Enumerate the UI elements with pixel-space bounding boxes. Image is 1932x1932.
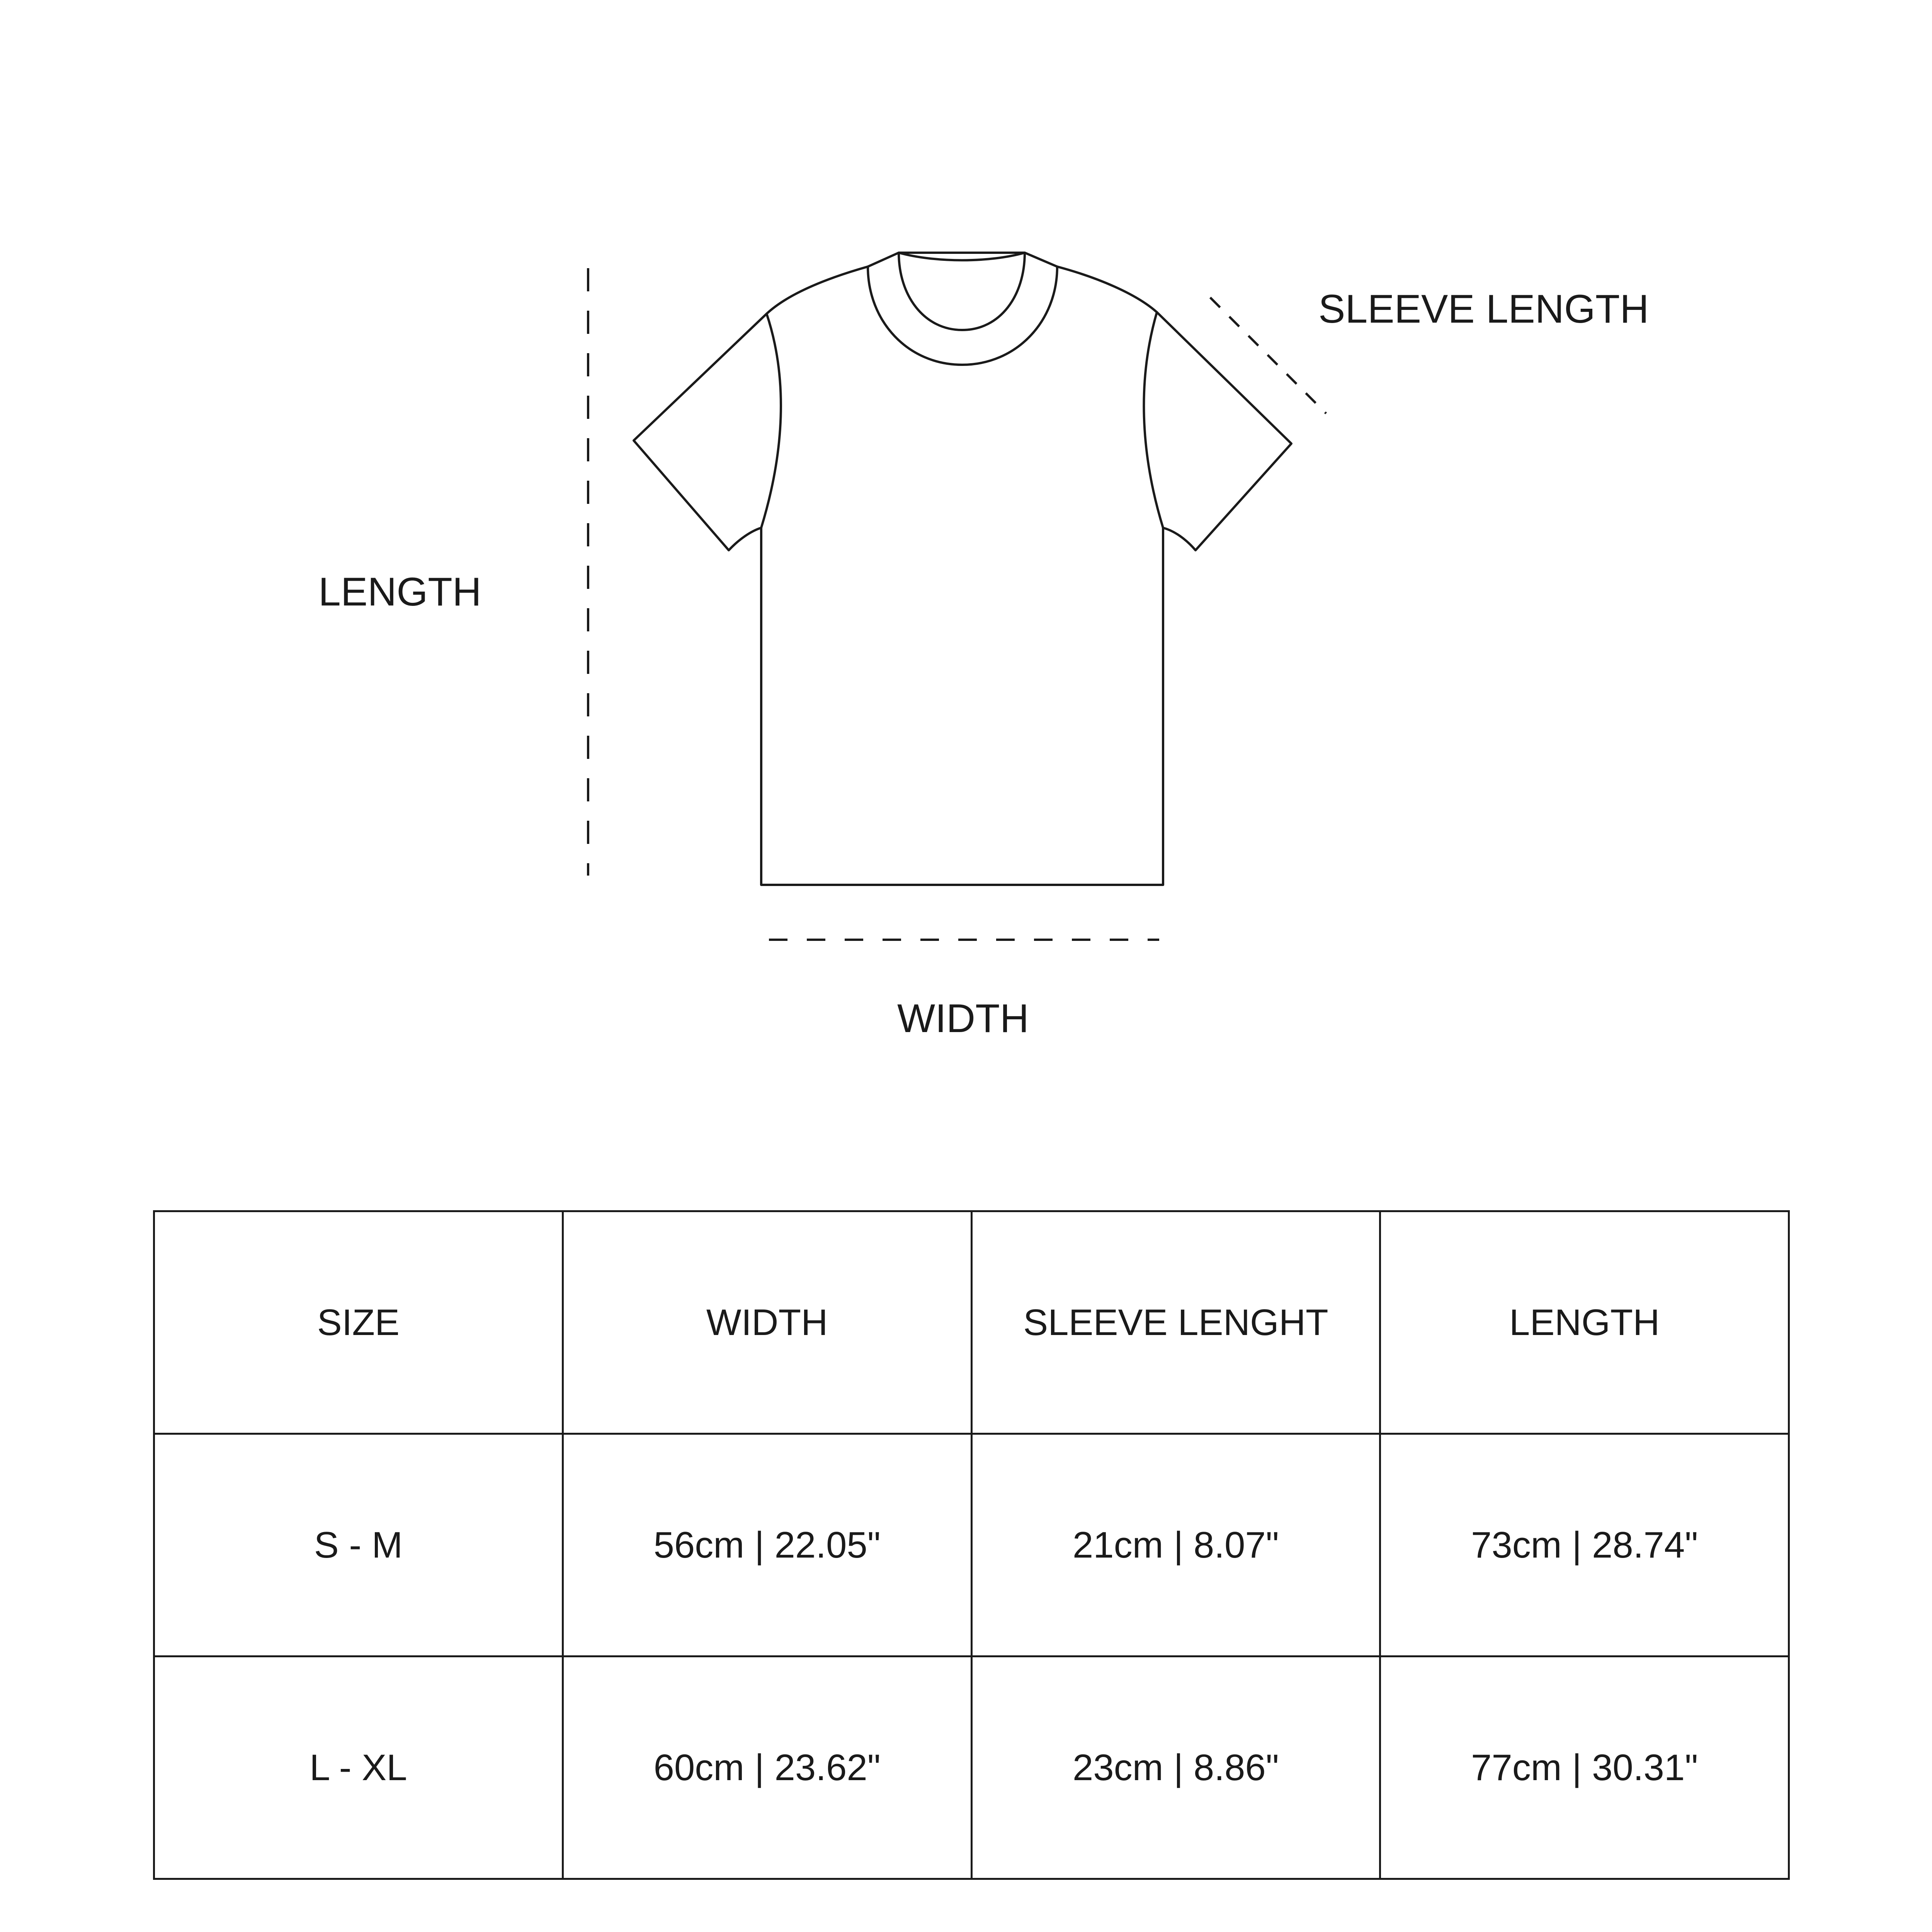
size-chart-table (153, 1210, 1790, 1880)
cell-width: 60cm | 23.62" (563, 1656, 971, 1879)
table-row (154, 1656, 1789, 1879)
header-length: LENGTH (1380, 1211, 1789, 1434)
cell-length: 73cm | 28.74" (1380, 1434, 1789, 1656)
collar-inner (899, 253, 1025, 330)
tshirt-outline (634, 253, 1291, 885)
collar-outer (868, 267, 1057, 365)
length-label: LENGTH (318, 570, 481, 614)
width-label: WIDTH (897, 996, 1029, 1041)
sleeve-length-guide-line (1210, 298, 1326, 413)
sleeve-length-label: SLEEVE LENGTH (1318, 287, 1649, 332)
cell-sleeve-length: 23cm | 8.86" (971, 1656, 1380, 1879)
left-armhole-seam (761, 314, 781, 528)
cell-size: L - XL (154, 1656, 563, 1879)
cell-size: S - M (154, 1434, 563, 1656)
header-sleeve-length: SLEEVE LENGHT (971, 1211, 1380, 1434)
cell-sleeve-length: 21cm | 8.07" (971, 1434, 1380, 1656)
cell-width: 56cm | 22.05" (563, 1434, 971, 1656)
right-armhole-seam (1144, 312, 1163, 528)
cell-length: 77cm | 30.31" (1380, 1656, 1789, 1879)
header-width: WIDTH (563, 1211, 971, 1434)
header-size: SIZE (154, 1211, 563, 1434)
table-header-row (154, 1211, 1789, 1434)
table-row (154, 1434, 1789, 1656)
